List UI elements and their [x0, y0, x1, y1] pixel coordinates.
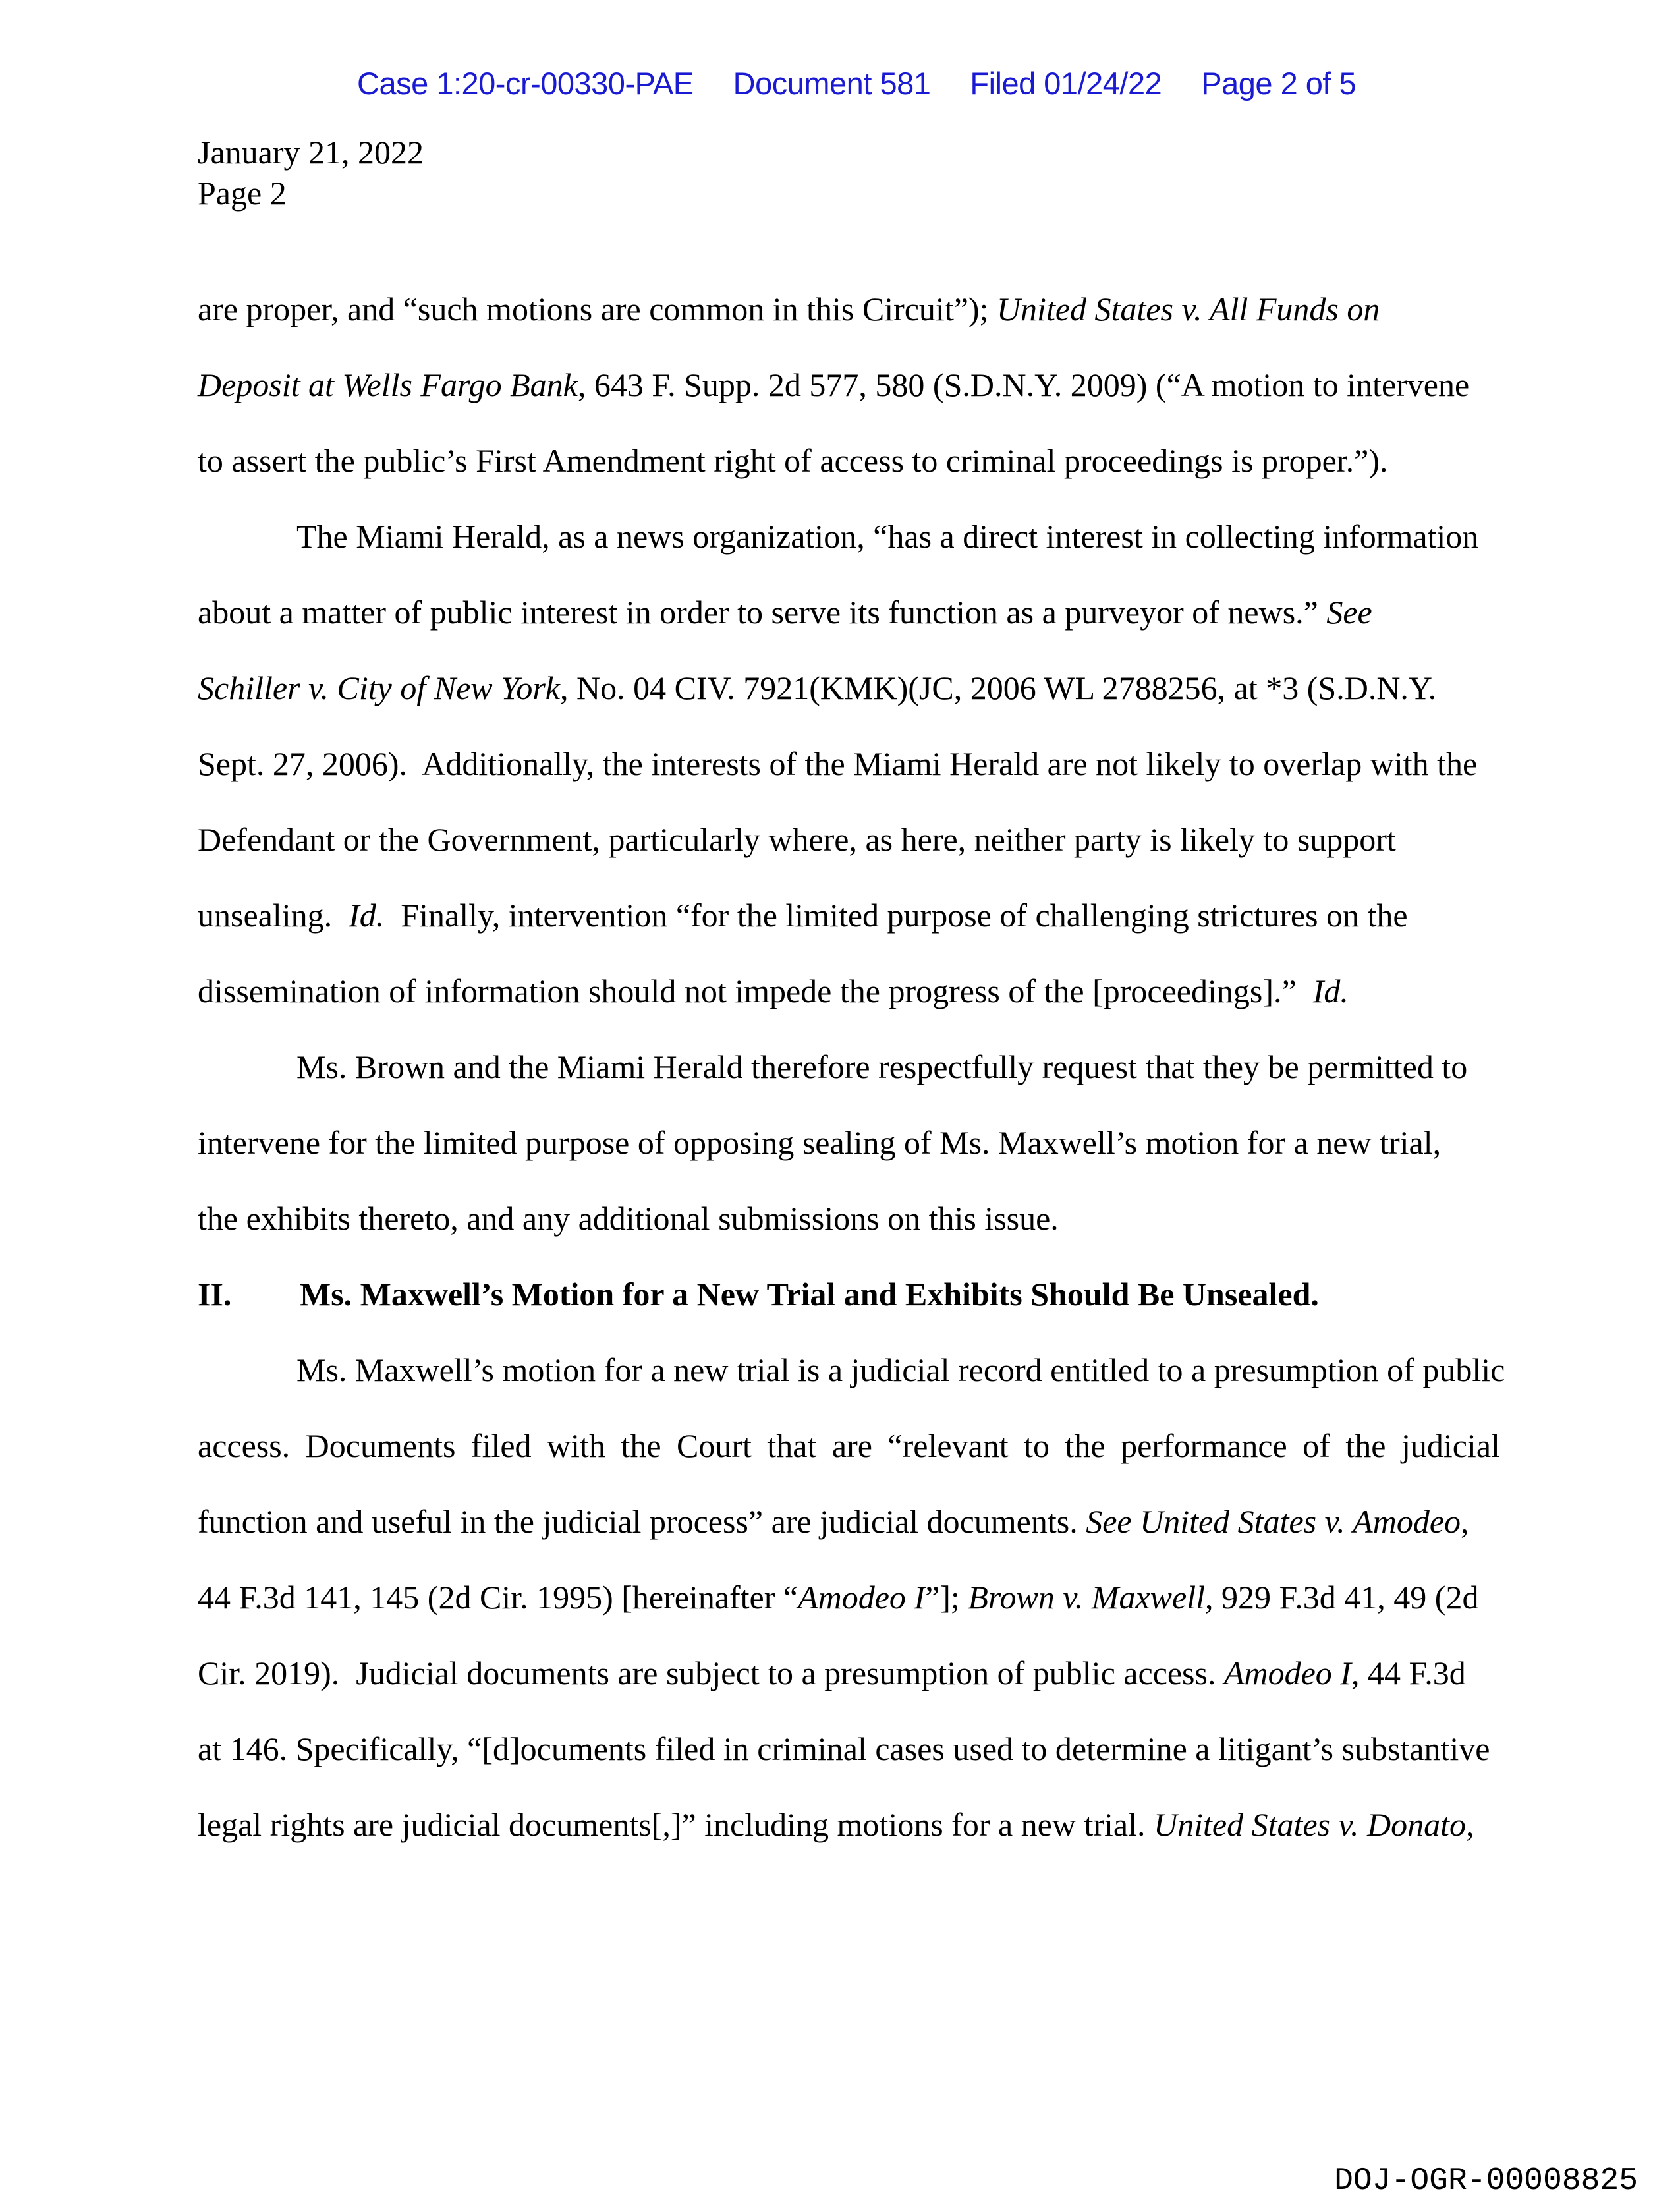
letter-page-number: Page 2	[198, 175, 287, 212]
body-line: 44 F.3d 141, 145 (2d Cir. 1995) [hereinafter “Amodeo I”]; Brown v. Maxwell, 929 F.3d 41, 49 (2d	[198, 1579, 1479, 1616]
body-line: Deposit at Wells Fargo Bank, 643 F. Supp. 2d 577, 580 (S.D.N.Y. 2009) (“A motion to intervene	[198, 366, 1470, 403]
body-line: intervene for the limited purpose of opposing sealing of Ms. Maxwell’s motion for a new trial,	[198, 1124, 1442, 1161]
body-line: Cir. 2019). Judicial documents are subject to a presumption of public access. Amodeo I, 44 F.3d	[198, 1655, 1466, 1691]
body-line: Sept. 27, 2006). Additionally, the interests of the Miami Herald are not likely to overlap with the	[198, 745, 1478, 782]
letter-date: January 21, 2022	[198, 134, 424, 171]
body-line: access. Documents filed with the Court that are “relevant to the performance of the judicial	[198, 1427, 1500, 1464]
section-heading: II. Ms. Maxwell’s Motion for a New Trial and Exhibits Should Be Unsealed.	[198, 1257, 1486, 1332]
body-line: to assert the public’s First Amendment right of access to criminal proceedings is proper.”).	[198, 442, 1388, 479]
body-line: about a matter of public interest in order to serve its function as a purveyor of news.” See	[198, 594, 1372, 631]
body-line: Ms. Brown and the Miami Herald therefore respectfully request that they be permitted to	[296, 1048, 1468, 1085]
body-line: are proper, and “such motions are common in this Circuit”); United States v. All Funds on	[198, 291, 1380, 327]
stamp-page-number: Page 2 of 5	[1201, 66, 1357, 101]
bates-number: DOJ-OGR-00008825	[1334, 2163, 1638, 2199]
stamp-case-number: Case 1:20-cr-00330-PAE	[357, 66, 694, 101]
body-line: at 146. Specifically, “[d]ocuments filed in criminal cases used to determine a litigant’s substantive	[198, 1730, 1490, 1767]
body-line: the exhibits thereto, and any additional submissions on this issue.	[198, 1200, 1059, 1237]
body-line: Schiller v. City of New York, No. 04 CIV. 7921(KMK)(JC, 2006 WL 2788256, at *3 (S.D.N.Y.	[198, 669, 1437, 706]
body-line: Ms. Maxwell’s motion for a new trial is a judicial record entitled to a presumption of public	[296, 1351, 1505, 1388]
letterhead	[198, 132, 424, 213]
court-stamp	[0, 29, 1680, 138]
body-line: Defendant or the Government, particularly where, as here, neither party is likely to support	[198, 821, 1396, 858]
section-number: II.	[198, 1276, 232, 1313]
body-line: dissemination of information should not impede the progress of the [proceedings].” Id.	[198, 973, 1349, 1009]
body-line: legal rights are judicial documents[,]” including motions for a new trial. United States v. Donato,	[198, 1806, 1474, 1843]
stamp-document-number: Document 581	[733, 66, 931, 101]
stamp-filed-date: Filed 01/24/22	[970, 66, 1162, 101]
body-line: function and useful in the judicial process” are judicial documents. See United States v. Amodeo,	[198, 1503, 1469, 1540]
letter-body	[198, 271, 1505, 1863]
body-line: unsealing. Id. Finally, intervention “for the limited purpose of challenging strictures on the	[198, 897, 1408, 934]
body-line: The Miami Herald, as a news organization, “has a direct interest in collecting information	[296, 518, 1479, 555]
